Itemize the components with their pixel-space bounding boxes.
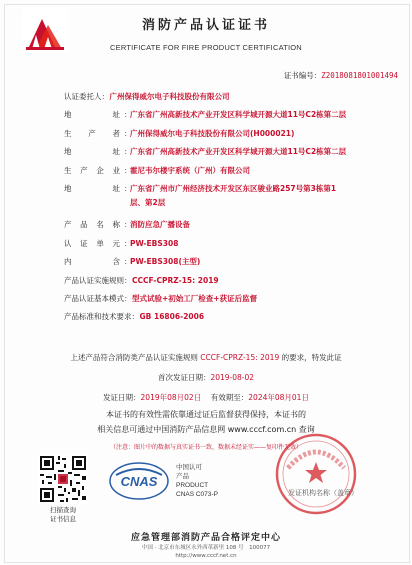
field-value: 广州保得威尔电子科技股份有限公司(H000021) [130,128,295,138]
field-row [64,146,394,157]
field-row [64,183,394,194]
field-value: 广东省广州高新技术产业开发区科学城开源大道11号C2栋第二层 [130,110,347,120]
field-value: CCCF-CPRZ-15: 2019 [132,275,219,285]
qr-caption-line-1: 扫描查询 [50,506,76,514]
field-label: 地 址 [64,110,120,120]
field-row [64,219,394,230]
field-label: 产品标准和技术要求 [64,312,132,322]
field-label: 产 品 名 称 [64,220,120,230]
cnas-line-2: 产品 [176,473,189,480]
validity-note-line-1: 本证书的有效性需依靠通过证后监督获得保持，本证书的 [106,410,306,419]
field-value: 广东省广州高新技术产业开发区科学城开源大道11号C2栋第二层 [130,147,347,157]
issue-date-label: 发证日期： [103,393,141,402]
field-label: 地 址 [64,184,120,193]
field-row [64,238,394,249]
field-label: 生 产 者 [64,128,120,138]
field-label: 地 址 [64,147,120,157]
field-colon: ： [131,312,139,322]
field-colon: ： [101,92,109,101]
field-value: 层、第2层 [130,198,166,207]
field-label: 生 产 企 业 [64,165,120,175]
cnas-logo-icon [108,461,170,501]
qr-code[interactable] [38,454,88,504]
red-warning-note: （注意：图片中的数据与真实证书一致，数据未经证实——复印件无效） [109,444,302,451]
field-colon: ： [124,238,132,248]
field-colon: ： [124,257,132,267]
field-row [64,311,394,322]
cnas-line-1: 中国认可 [176,464,202,471]
field-row [64,293,394,304]
field-label: 内 含 [64,257,120,267]
seal-caption: 发证机构名称（盖章） [288,489,358,497]
issuer-address: 中国 · 北京市东城区永外西革新里 108 号 100077 [141,545,271,551]
certificate-number [284,70,398,81]
cnas-accreditation-text [176,463,218,499]
field-row [64,165,394,176]
field-colon: ： [124,275,132,285]
conformity-statement [0,352,412,363]
field-colon: ： [124,147,132,157]
field-value: 广州保得威尔电子科技股份有限公司 [109,92,230,101]
field-label: 产品认证实施规则 [64,275,124,285]
field-row [64,109,394,120]
expire-date-label: 有效期至： [210,393,249,402]
qr-caption-line-2: 证书信息 [50,515,76,523]
field-label: 认证委托人 [64,92,102,101]
field-colon: ： [124,128,132,138]
field-value: 霍尼韦尔楼宇系统（广州）有限公司 [130,165,250,175]
first-issue-date [0,372,412,383]
field-colon: ： [124,220,132,230]
cnas-line-3: PRODUCT [176,482,209,489]
certificate-number-value: Z2018081801001494 [321,71,398,80]
issuing-authority: 应急管理部消防产品合格评定中心 [130,533,281,543]
first-issue-label: 首次发证日期： [157,373,211,382]
cnas-line-4: CNAS C073-P [176,491,218,498]
field-colon: ： [124,165,132,175]
issuer-website: http://www.cccf.net.cn [175,553,237,559]
field-value: 广东省广州市广州经济技术开发区东区骏业路257号第3栋第1 [130,184,337,193]
statement-rule: CCCF-CPRZ-15: 2019 [200,353,280,362]
field-value: 消防应急广播设备 [130,220,190,230]
field-row [64,91,394,102]
field-value: 型式试验+初始工厂检查+获证后监督 [132,294,258,303]
cnas-mark: CNAS [120,474,158,489]
field-row [64,128,394,139]
field-colon: ： [124,110,132,120]
field-label: 认 证 单 元 [64,238,120,248]
expire-date-value: 2024年08月01日 [248,393,309,402]
issue-date-value: 2019年08月02日 [140,393,202,402]
field-value: PW-EBS308 [130,238,179,248]
certificate-title: 消防产品认证证书 [141,18,270,33]
field-colon: ： [124,184,132,193]
field-label: 产品认证基本模式 [64,294,124,303]
certificate-number-label: 证书编号： [283,71,322,80]
field-colon: ： [124,294,132,303]
validity-note-line-2: 相关信息可通过中国消防产品信息网 www.cccf.com.cn 查询 [97,425,315,434]
field-value: GB 16806-2006 [139,312,205,322]
first-issue-value: 2019-08-02 [210,373,255,382]
field-row [64,197,394,208]
certificate-title-english: CERTIFICATE FOR FIRE PRODUCT CERTIFICATION [110,43,302,52]
field-row [64,275,394,286]
field-value: PW-EBS308(主型) [130,257,201,267]
validity-dates [0,392,412,403]
statement-suffix: 的要求，特发此证 [281,353,342,362]
field-row [64,256,394,267]
official-seal-icon [274,432,358,516]
statement-prefix: 上述产品符合消防类产品认证实施规则 [70,353,198,362]
